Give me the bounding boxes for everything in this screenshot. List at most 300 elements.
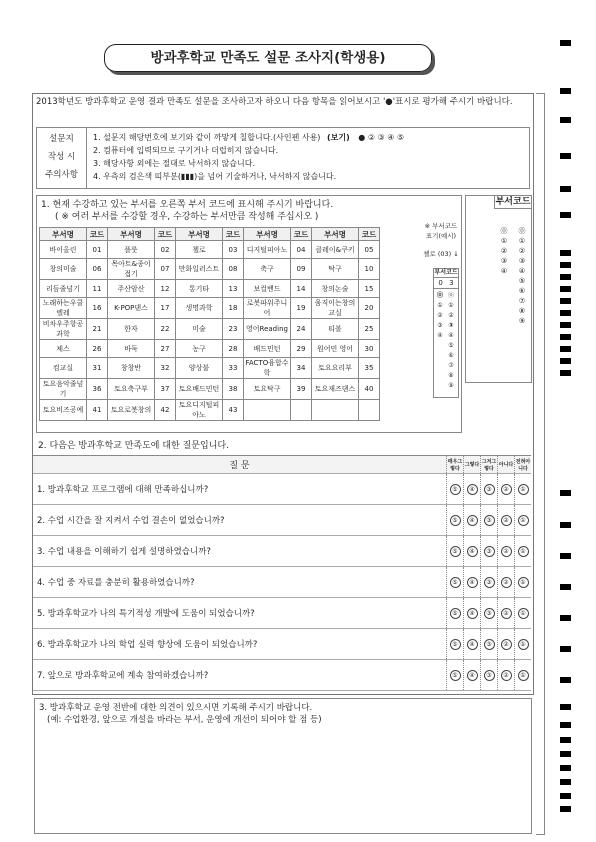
answer-option[interactable] [447,629,464,660]
digit-bubble[interactable]: ① [518,237,526,245]
digit-bubble: ① [448,302,454,309]
example-caption: 첼로 (03) ↓ [423,250,459,258]
answer-bubble[interactable]: ⑤ [450,577,461,588]
answer-bubble[interactable]: ① [518,515,529,526]
department-name: 비차우주항공과학 [40,319,87,340]
section2-heading: 2. 다음은 방과후학교 만족도에 대한 질문입니다. [38,441,229,451]
instruction-item [93,131,529,144]
timing-mark [560,806,571,812]
answer-option[interactable] [464,536,481,567]
answer-bubble[interactable]: ③ [484,608,495,619]
question-row [33,505,531,536]
timing-mark [560,358,571,364]
table-row [40,259,380,280]
department-code: 34 [291,358,312,379]
answer-option[interactable] [515,598,532,629]
department-code: 31 [87,358,108,379]
timing-mark [560,677,571,683]
digit-bubble: ③ [448,322,454,329]
example-code-head: 부서코드 [434,269,458,276]
instruction-item: 4. 우측의 검은색 띠부분(▮▮▮)을 넘어 기술하거나, 낙서하지 않습니다. [93,172,337,181]
answer-option[interactable] [464,598,481,629]
answer-option[interactable] [481,660,498,691]
department-code: 16 [87,298,108,319]
department-name: 목아트&종이접기 [108,259,155,280]
answer-bubble[interactable]: ④ [467,639,478,650]
digit-bubble[interactable]: ⑤ [518,277,526,285]
section1-line: 1. 현재 수강하고 있는 부서를 오른쪽 부서 코드에 표시해 주시기 바랍니다. [41,200,334,210]
table-row [40,241,380,259]
department-name: 노래하는우쿨렐레 [40,298,87,319]
digit-bubble[interactable]: ⑨ [518,317,526,325]
answer-bubble[interactable]: ④ [467,484,478,495]
department-name: 토요탁구 [244,379,291,400]
question-text: 1. 방과후학교 프로그램에 대해 만족하십니까? [33,474,447,505]
department-name: 움직이는창의교실 [312,298,359,319]
table-row [40,358,380,379]
example-title: 표기(예시) [425,232,457,240]
answer-option[interactable] [498,474,515,505]
example-digit: 3 [449,279,454,287]
example-code-box [433,268,459,398]
digit-bubble[interactable]: ② [500,247,508,255]
digit-bubble: ⓪ [436,292,443,299]
digit-bubble: ④ [448,332,454,339]
instructions-list [93,131,529,183]
department-code: 15 [359,280,380,298]
example-bubble-column [435,291,445,341]
department-name: 농구 [176,340,223,358]
answer-option[interactable] [447,505,464,536]
digit-bubble[interactable]: ⑦ [518,297,526,305]
department-code: 40 [359,379,380,400]
code-box-head: 부서코드 [495,197,531,207]
digit-bubble[interactable]: ④ [518,267,526,275]
col-header: 코드 [155,228,176,241]
col-header: 부서명 [108,228,155,241]
answer-option[interactable] [464,629,481,660]
question-text: 5. 방과후학교가 나의 특기적성 개발에 도움이 되었습니까? [33,598,447,629]
answer-bubble[interactable]: ③ [484,484,495,495]
instruction-text: 1. 설문지 해당번호에 보기와 같이 까맣게 칠합니다.(사인펜 사용) [93,133,321,142]
department-name: 티볼 [312,319,359,340]
department-name: 토요비즈공예 [40,400,87,421]
label-line: 작성 시 [47,152,76,162]
example-digit: 0 [438,279,443,287]
answer-bubble[interactable]: ③ [484,639,495,650]
timing-mark [560,737,571,743]
answer-bubble[interactable]: ⑤ [450,484,461,495]
question-text: 4. 수업 중 자료를 충분히 활용하였습니까? [33,567,447,598]
digit-bubble[interactable]: ③ [500,257,508,265]
example-bubble-column [446,291,456,391]
question-row [33,629,531,660]
timing-mark [560,40,571,46]
table-row [40,319,380,340]
answer-option[interactable] [498,505,515,536]
answer-bubble[interactable]: ④ [467,577,478,588]
table-row [40,298,380,319]
timing-mark [560,722,571,728]
department-code: 17 [155,298,176,319]
col-header: 부서명 [244,228,291,241]
answer-bubble[interactable]: ② [501,639,512,650]
table-row [40,379,380,400]
answer-option[interactable] [447,598,464,629]
answer-option[interactable] [498,660,515,691]
answer-bubble[interactable]: ③ [484,546,495,557]
section3-heading [39,702,322,726]
instructions-box [36,127,530,189]
digit-bubble: ⑨ [448,382,454,389]
department-code: 04 [291,241,312,259]
digit-bubble: ⑥ [448,352,454,359]
department-name: 바둑 [108,340,155,358]
department-name: 미술 [176,319,223,340]
answer-bubble[interactable]: ③ [484,515,495,526]
department-code: 19 [291,298,312,319]
timing-mark [560,490,571,496]
timing-mark [560,298,571,304]
department-code: 05 [359,241,380,259]
department-code: 28 [223,340,244,358]
answer-bubble[interactable]: ① [518,608,529,619]
digit-bubble[interactable]: ④ [500,267,508,275]
digit-bubble[interactable]: ⓪ [500,227,508,235]
digit-bubble[interactable]: ⑥ [518,287,526,295]
timing-mark [560,310,571,316]
digit-bubble: ⑤ [448,342,454,349]
timing-mark [560,153,571,159]
section1-line: ( ※ 여러 부서를 수강할 경우, 수강하는 부서만큼 작성해 주십시오 ) [55,212,319,222]
department-name: 축구 [244,259,291,280]
answer-option[interactable] [481,598,498,629]
department-name: 탁구 [312,259,359,280]
question-text: 6. 방과후학교가 나의 학업 실력 향상에 도움이 되었습니까? [33,629,447,660]
option-header: 아니다 [498,456,515,474]
timing-mark [560,370,571,376]
department-name [244,400,291,421]
department-name: 클레이&쿠키 [312,241,359,259]
answer-option[interactable] [447,474,464,505]
timing-mark [560,615,571,621]
digit-bubble[interactable]: ③ [518,257,526,265]
label-line: 설문지 [49,134,74,144]
department-name: 로봇파워주니어 [244,298,291,319]
digit-bubble: ② [437,312,443,319]
digit-bubble: ③ [437,322,443,329]
answer-option[interactable] [515,629,532,660]
timing-mark [560,704,571,710]
example-bubble: ② [367,133,375,142]
answer-bubble[interactable]: ② [501,484,512,495]
department-name: FACTO융합수학 [245,359,289,377]
answer-bubble[interactable]: ② [501,577,512,588]
department-name: 바이올린 [40,241,87,259]
answer-option[interactable] [498,598,515,629]
answer-bubble[interactable]: ① [518,639,529,650]
side-strip [536,93,545,835]
section3-line: (예: 수업환경, 앞으로 개설을 바라는 부서, 운영에 개선이 되어야 할 점 등) [47,715,322,725]
option-header: 그렇다 [464,456,481,474]
col-header: 부서명 [312,228,359,241]
department-name: 창의논술 [312,280,359,298]
timing-mark [560,212,571,218]
table-row [40,400,380,421]
answer-option[interactable] [515,536,532,567]
answer-bubble[interactable]: ① [518,577,529,588]
department-code: 08 [223,259,244,280]
department-name: 디지털피아노 [244,241,291,259]
timing-mark [560,334,571,340]
digit-bubble[interactable]: ⓪ [518,227,526,235]
department-code: 03 [223,241,244,259]
department-code: 26 [87,340,108,358]
answer-option[interactable] [464,660,481,691]
timing-mark [560,186,571,192]
question-text: 3. 수업 내용을 이해하기 쉽게 설명하였습니까? [33,536,447,567]
answer-option[interactable] [481,474,498,505]
department-code: 33 [223,358,244,379]
timing-mark [560,88,571,94]
answer-bubble[interactable]: ④ [467,670,478,681]
timing-mark [560,553,571,559]
answer-option[interactable] [447,536,464,567]
question-text: 7. 앞으로 방과후학교에 계속 참여하겠습니까? [33,660,447,691]
answer-bubble[interactable]: ⑤ [450,515,461,526]
digit-bubble: ⑧ [448,372,454,379]
answer-bubble[interactable]: ① [518,546,529,557]
answer-option[interactable] [464,474,481,505]
question-table [33,455,531,691]
department-code: 29 [291,340,312,358]
option-header: 전혀아니다 [515,456,532,474]
code-bubble-column[interactable] [496,226,512,276]
answer-bubble[interactable]: ⑤ [450,639,461,650]
department-name: 통기타 [176,280,223,298]
department-code: 11 [87,280,108,298]
col-header: 부서명 [176,228,223,241]
question-row [33,567,531,598]
department-code: 27 [155,340,176,358]
table-row [40,280,380,298]
answer-option[interactable] [498,536,515,567]
answer-option[interactable] [498,567,515,598]
example-bubble: ③ [377,133,385,142]
department-name: 보컬밴드 [244,280,291,298]
answer-option[interactable] [447,660,464,691]
digit-bubble[interactable]: ⑧ [518,307,526,315]
department-code: 24 [291,319,312,340]
department-name: 영어Reading [244,319,291,340]
department-code [359,400,380,421]
page-title: 방과후학교 만족도 설문 조사지(학생용) [104,44,432,72]
department-name: 원어민 영어 [312,340,359,358]
department-name: 토요로봇창의 [108,400,155,421]
department-code: 18 [223,298,244,319]
digit-bubble[interactable]: ② [518,247,526,255]
comment-box[interactable] [34,698,532,834]
code-bubble-column[interactable] [514,226,530,326]
digit-bubble: ④ [437,332,443,339]
section3-line: 3. 방과후학교 운영 전반에 대한 의견이 있으시면 기록해 주시기 바랍니다. [39,703,313,713]
department-code: 41 [87,400,108,421]
answer-bubble[interactable]: ⑤ [450,670,461,681]
question-row [33,598,531,629]
timing-mark [560,793,571,799]
example-label: (보기) [326,133,350,142]
answer-bubble[interactable]: ⑤ [450,608,461,619]
department-name: 토요축구부 [108,379,155,400]
question-row [33,660,531,691]
col-header: 코드 [87,228,108,241]
answer-option[interactable] [481,567,498,598]
answer-option[interactable] [515,567,532,598]
answer-bubble[interactable]: ② [501,546,512,557]
timing-mark [560,584,571,590]
department-code: 22 [155,319,176,340]
example-bubbles [358,133,404,142]
department-name: 첼로 [176,241,223,259]
answer-bubble[interactable]: ④ [467,608,478,619]
col-header: 코드 [223,228,244,241]
example-bubble: ● [358,133,366,142]
example-bubble: ⑤ [396,133,405,142]
answer-option[interactable] [481,505,498,536]
answer-bubble[interactable]: ④ [467,546,478,557]
department-code: 38 [223,379,244,400]
digit-bubble: ① [437,302,443,309]
department-name: 한자 [108,319,155,340]
answer-bubble[interactable]: ⑤ [450,546,461,557]
department-name: 토요배드민턴 [176,379,223,400]
timing-mark [560,522,571,528]
timing-mark [560,322,571,328]
department-code: 36 [87,379,108,400]
department-name: 리듬줄넘기 [40,280,87,298]
department-code: 02 [155,241,176,259]
department-table [39,227,380,421]
answer-bubble[interactable]: ② [501,608,512,619]
department-name: 양상불 [176,358,223,379]
department-code: 10 [359,259,380,280]
department-name: 체스 [40,340,87,358]
answer-option[interactable] [464,505,481,536]
example-bubble: ④ [387,133,395,142]
department-code: 06 [87,259,108,280]
col-header: 코드 [291,228,312,241]
department-code: 01 [87,241,108,259]
department-name: 토요요리부 [312,358,359,379]
department-code-box [465,195,532,383]
example-digits [434,278,458,289]
department-code: 14 [291,280,312,298]
col-header: 코드 [359,228,380,241]
department-code: 09 [291,259,312,280]
answer-bubble[interactable]: ① [518,484,529,495]
answer-bubble[interactable]: ④ [467,515,478,526]
timing-mark [560,262,571,268]
code-example [421,221,461,259]
answer-option[interactable] [447,567,464,598]
department-name: 토요재즈댄스 [312,379,359,400]
instruction-item: 3. 해당사항 외에는 절대로 낙서하지 않습니다. [93,159,255,168]
answer-bubble[interactable]: ② [501,515,512,526]
department-name: 토요음악줄넘기 [40,379,87,400]
answer-bubble[interactable]: ② [501,670,512,681]
timing-mark [560,250,571,256]
department-code: 37 [155,379,176,400]
department-code: 12 [155,280,176,298]
intro-text: 2013학년도 방과후학교 운영 결과 만족도 설문을 조사하고자 하오니 다음 항목을 읽어보시고 '●'표시로 평가해 주시기 바랍니다. [36,97,513,107]
example-title: ※ 부서코드 [424,222,458,230]
department-name: 토요디지털피아노 [176,400,223,421]
option-header: 그저그렇다 [481,456,498,474]
department-code: 43 [223,400,244,421]
department-name: 주산암산 [108,280,155,298]
instruction-item: 2. 컴퓨터에 입력되므로 구기거나 더럽히지 않습니다. [93,146,279,155]
department-section [36,195,462,433]
department-code: 20 [359,298,380,319]
answer-option[interactable] [464,567,481,598]
answer-option[interactable] [481,536,498,567]
timing-mark [560,117,571,123]
department-code: 07 [155,259,176,280]
department-code: 13 [223,280,244,298]
department-name: 컴교실 [40,358,87,379]
department-code: 25 [359,319,380,340]
department-code: 42 [155,400,176,421]
timing-mark [560,346,571,352]
department-name: 플룻 [108,241,155,259]
answer-option[interactable] [515,474,532,505]
table-row [40,340,380,358]
timing-mark [560,286,571,292]
question-row [33,474,531,505]
digit-bubble: ⓪ [447,292,454,299]
department-code: 21 [87,319,108,340]
table-header-row [40,228,380,241]
department-name: 만화일러스트 [176,259,223,280]
department-code: 35 [359,358,380,379]
department-code: 32 [155,358,176,379]
digit-bubble[interactable]: ① [500,237,508,245]
department-name: 창창반 [108,358,155,379]
timing-mark [560,751,571,757]
label-line: 주의사항 [45,170,78,180]
timing-mark [560,765,571,771]
department-code: 30 [359,340,380,358]
timing-mark [560,779,571,785]
answer-bubble[interactable]: ③ [484,670,495,681]
section1-heading [41,199,461,223]
answer-option[interactable] [515,660,532,691]
department-code: 23 [223,319,244,340]
question-col-header: 질 문 [33,456,447,474]
answer-option[interactable] [481,629,498,660]
answer-bubble[interactable]: ③ [484,577,495,588]
answer-option[interactable] [498,629,515,660]
timing-mark [560,274,571,280]
digit-bubble: ② [448,312,454,319]
col-header: 부서명 [40,228,87,241]
answer-option[interactable] [515,505,532,536]
question-header-row [33,456,531,474]
department-name: 배드민턴 [244,340,291,358]
digit-bubble: ⑦ [448,362,454,369]
answer-bubble[interactable]: ① [518,670,529,681]
department-code [291,400,312,421]
